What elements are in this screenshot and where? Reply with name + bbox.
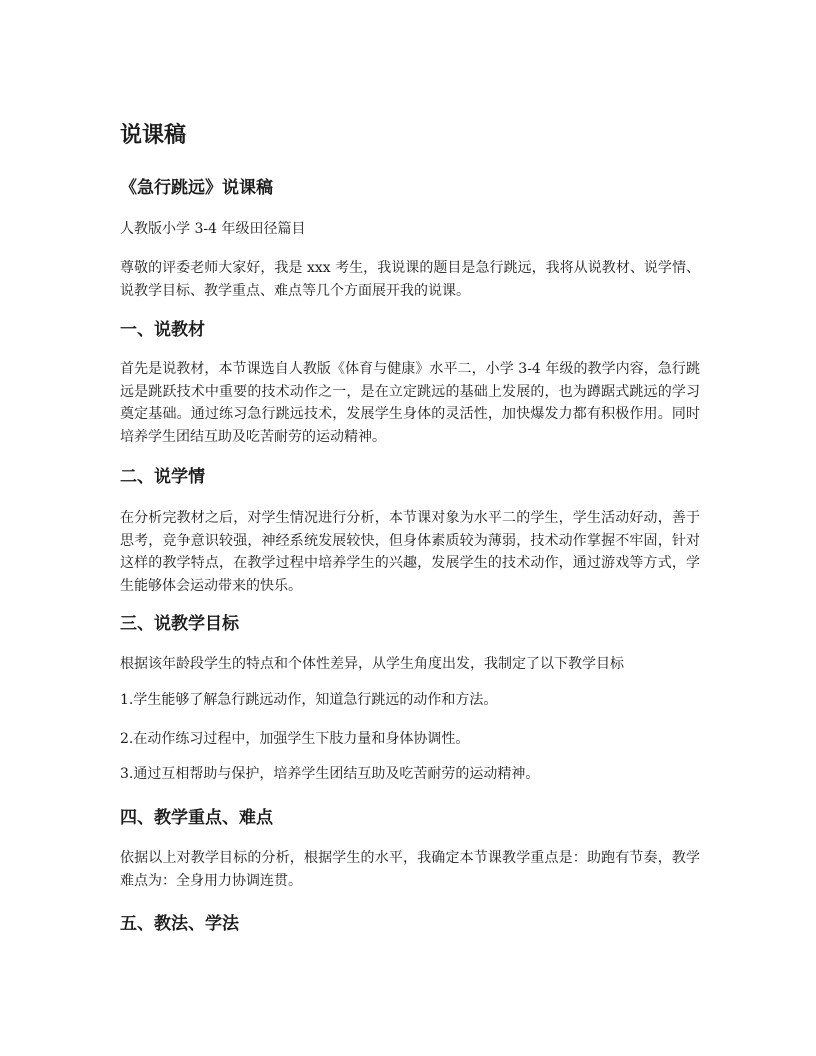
section-paragraph-learners: 在分析完教材之后，对学生情况进行分析，本节课对象为水平二的学生，学生活动好动，善于思考，竞争意识较强，神经系统发展较快，但身体素质较为薄弱，技术动作掌握不牢固，针对这样的教学特点，在教学过程中培养学生的兴趣，发展学生的技术动作，通过游戏等方式，学生能够体会运动带来的快乐。 [120,510,700,594]
section-heading-learners: 二、说学情 [120,467,205,487]
section-paragraph-textbook: 首先是说教材，本节课选自人教版《体育与健康》水平二，小学 3-4 年级的教学内容，急行跳远是跳跃技术中重要的技术动作之一，是在立定跳远的基础上发展的，也为蹲踞式跳远的学习奠定基础。通过练习急行跳远技术，发展学生身体的灵活性，加快爆发力都有积极作用。同时培养学生团结互助及吃苦耐劳的运动精神。 [120,361,700,445]
section-paragraph-key-points: 依据以上对教学目标的分析，根据学生的水平，我确定本节课教学重点是：助跑有节奏，教学难点为：全身用力协调连贯。 [120,850,700,889]
section-heading-textbook: 一、说教材 [120,320,205,340]
objective-item-1: 1.学生能够了解急行跳远动作，知道急行跳远的动作和方法。 [120,692,498,708]
source-line: 人教版小学 3-4 年级田径篇目 [120,221,306,237]
section-heading-objectives: 三、说教学目标 [120,614,239,634]
objective-item-2: 2.在动作练习过程中，加强学生下肢力量和身体协调性。 [120,731,470,747]
section-heading-key-points: 四、教学重点、难点 [120,808,273,828]
section-heading-methods: 五、教法、学法 [120,914,239,934]
document-subtitle: 《急行跳远》说课稿 [120,178,273,198]
objective-item-3: 3.通过互相帮助与保护，培养学生团结互助及吃苦耐劳的运动精神。 [120,766,540,782]
objectives-intro: 根据该年龄段学生的特点和个体性差异，从学生角度出发，我制定了以下教学目标 [120,656,624,672]
document-title: 说课稿 [120,123,187,148]
intro-paragraph: 尊敬的评委老师大家好，我是 xxx 考生，我说课的题目是急行跳远，我将从说教材、说学情、说教学目标、教学重点、难点等几个方面展开我的说课。 [120,260,700,299]
